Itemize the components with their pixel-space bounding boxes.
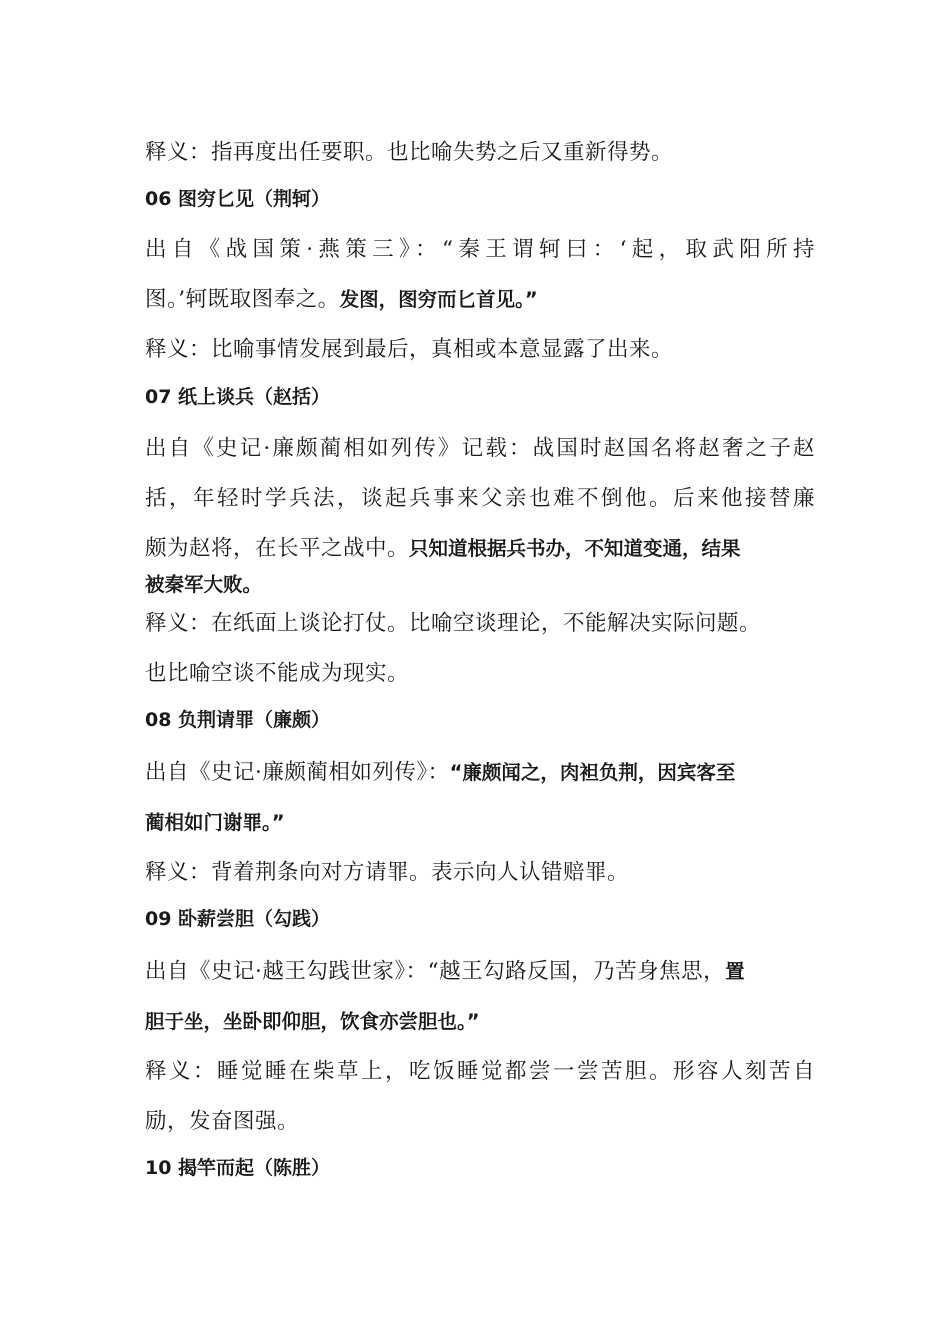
bold-quote: 胆于坐，坐卧即仰胆，饮食亦尝胆也。”	[145, 1010, 480, 1033]
bold-quote: “廉颇闻之，肉袒负荆，因宾客至	[449, 761, 736, 784]
definition-line: 释义：在纸面上谈论打仗。比喻空谈理论，不能解决实际问题。	[145, 611, 762, 636]
source-line: 图。’轲既取图奉之。发图，图穷而匕首见。”	[145, 287, 538, 312]
source-line: 出自《史记·廉颇蔺相如列传》：“廉颇闻之，肉袒负荆，因宾客至	[145, 760, 736, 785]
source-line: 出自《史记·廉颇蔺相如列传》记载：战国时赵国名将赵奢之子赵	[145, 436, 815, 461]
source-line: 括，年轻时学兵法，谈起兵事来父亲也难不倒他。后来他接替廉	[145, 486, 815, 511]
bold-quote: 置	[725, 960, 745, 983]
definition-line: 也比喻空谈不能成为现实。	[145, 661, 410, 686]
section-heading-06: 06 图穷匕见（荆轲）	[145, 188, 331, 210]
bold-quote: 蔺相如门谢罪。”	[145, 811, 285, 834]
source-line: 出自《史记·越王勾践世家》：“越王勾路反国，乃苦身焦思，置	[145, 959, 745, 984]
bold-quote: 被秦军大败。	[145, 573, 263, 596]
source-line: 颇为赵将，在长平之战中。只知道根据兵书办，不知道变通，结果	[145, 536, 741, 561]
source-line: 出自《战国策·燕策三》：“秦王谓轲曰：‘起，取武阳所持	[145, 237, 815, 262]
definition-line: 释义：背着荆条向对方请罪。表示向人认错赔罪。	[145, 860, 630, 885]
definition-line: 释义：比喻事情发展到最后，真相或本意显露了出来。	[145, 337, 674, 362]
section-heading-08: 08 负荆请罪（廉颇）	[145, 709, 331, 731]
bold-quote: 只知道根据兵书办，不知道变通，结果	[409, 537, 741, 560]
definition-line: 释义：指再度出任要职。也比喻失势之后又重新得势。	[145, 140, 674, 165]
section-heading-10: 10 揭竿而起（陈胜）	[145, 1157, 331, 1179]
section-heading-07: 07 纸上谈兵（赵括）	[145, 386, 331, 408]
section-heading-09: 09 卧薪尝胆（勾践）	[145, 908, 331, 930]
bold-quote: 发图，图穷而匕首见。”	[339, 288, 538, 311]
definition-line: 释义：睡觉睡在柴草上，吃饭睡觉都尝一尝苦胆。形容人刻苦自	[145, 1059, 815, 1084]
definition-line: 励，发奋图强。	[145, 1109, 300, 1134]
